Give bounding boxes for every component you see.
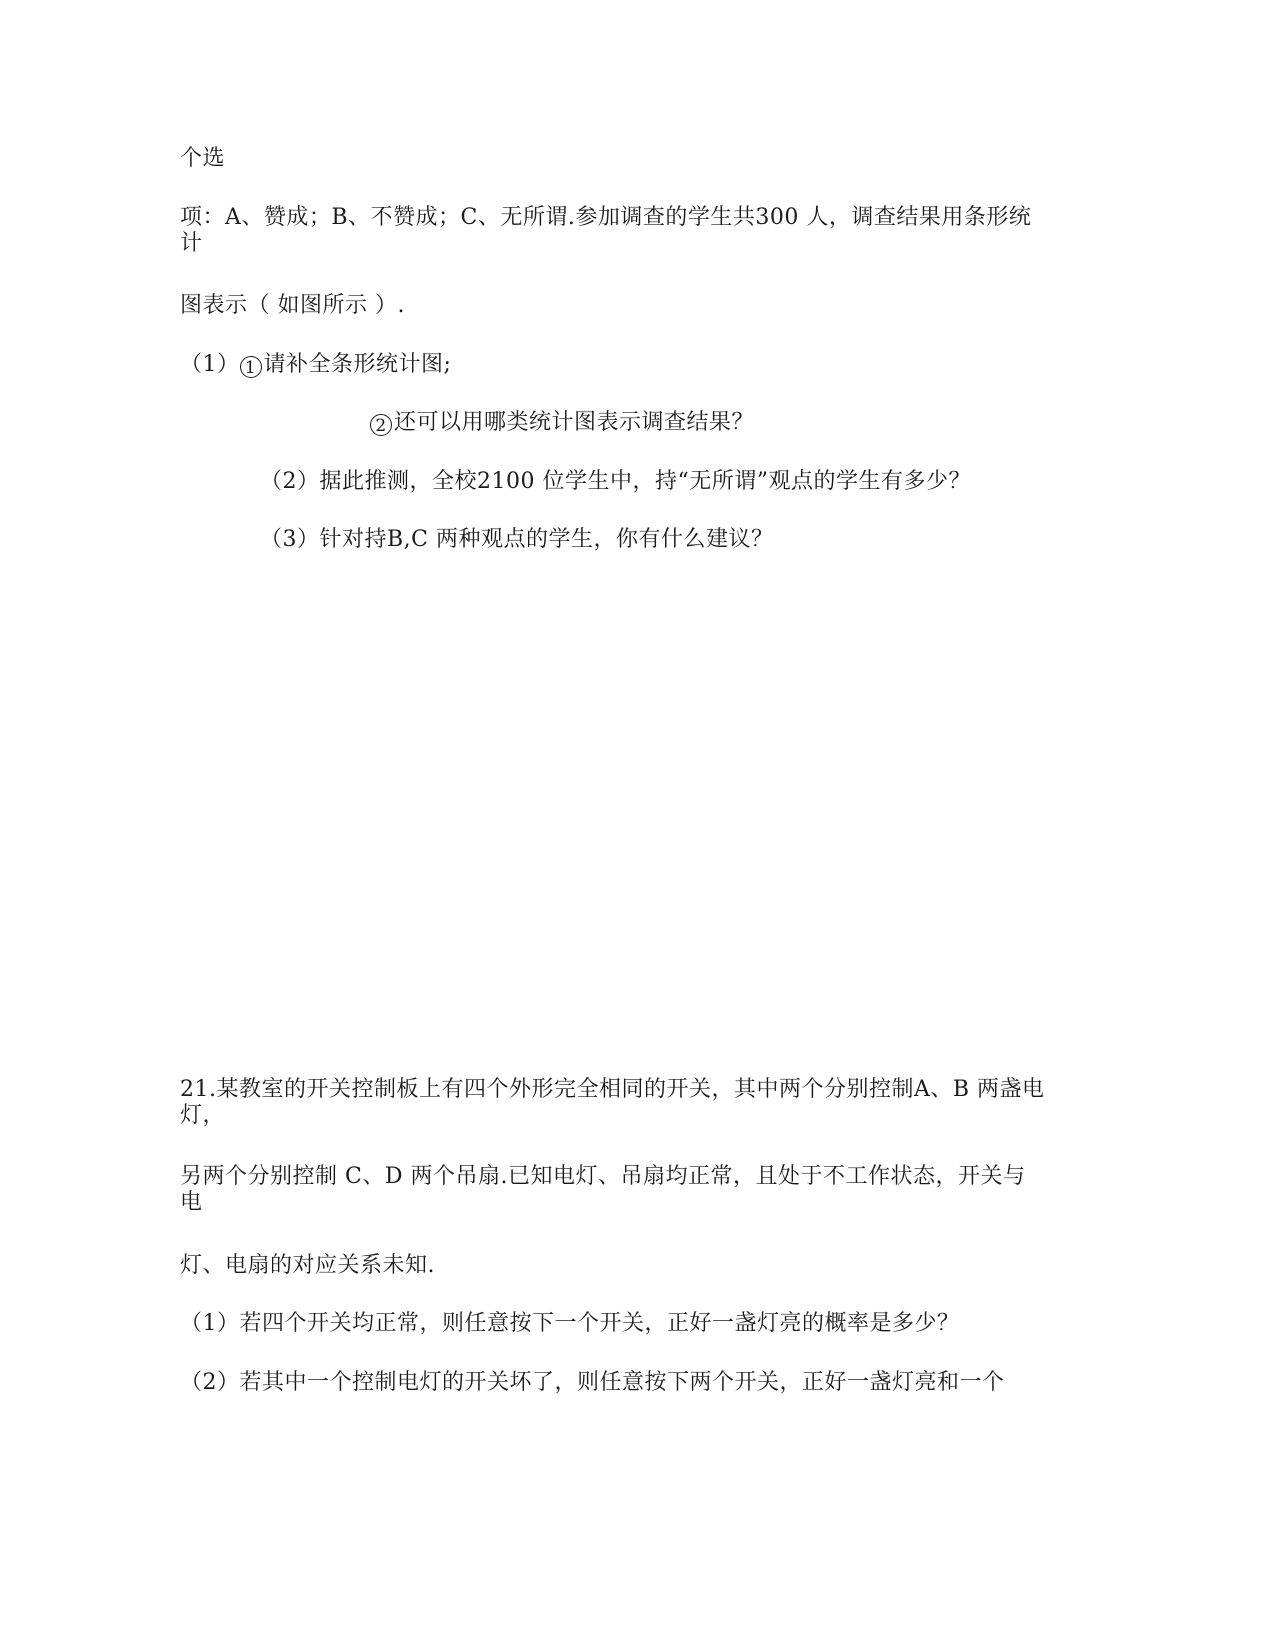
q20-part-1-prefix: （1） (180, 352, 240, 377)
q20-part-1b (370, 410, 754, 436)
q21-line-2: 另两个分别控制 C、D 两个吊扇.已知电灯、吊扇均正常，且处于不工作状态，开关与电 (180, 1164, 1026, 1215)
q21-part-1: （1）若四个开关均正常，则任意按下一个开关，正好一盏灯亮的概率是多少？ (180, 1311, 960, 1336)
q20-part-1b-text: 还可以用哪类统计图表示调查结果？ (394, 410, 755, 435)
q20-part-2: （2）据此推测，全校2100 位学生中，持“无所谓”观点的学生有多少？ (260, 469, 971, 494)
q21-part-2: （2）若其中一个控制电灯的开关坏了，则任意按下两个开关，正好一盏灯亮和一个 (180, 1370, 1005, 1395)
q20-part-1-text: 请补全条形统计图; (263, 352, 452, 377)
circled-number-2: 2 (370, 414, 392, 436)
q21-line-3: 灯、电扇的对应关系未知. (180, 1253, 435, 1278)
circled-number-1: 1 (240, 356, 262, 378)
q20-line-2: 项：A、赞成；B、不赞成；C、无所谓.参加调查的学生共300 人，调查结果用条形统计 (180, 205, 1032, 256)
q20-part-3: （3）针对持B,C 两种观点的学生，你有什么建议？ (260, 527, 774, 552)
q20-line-1: 个选 (180, 146, 226, 171)
q20-line-3: 图表示（ 如图所示 ）. (180, 293, 405, 318)
q20-part-1 (180, 352, 451, 378)
q21-line-1: 21.某教室的开关控制板上有四个外形完全相同的开关，其中两个分别控制A、B 两盏电灯， (180, 1077, 1045, 1128)
